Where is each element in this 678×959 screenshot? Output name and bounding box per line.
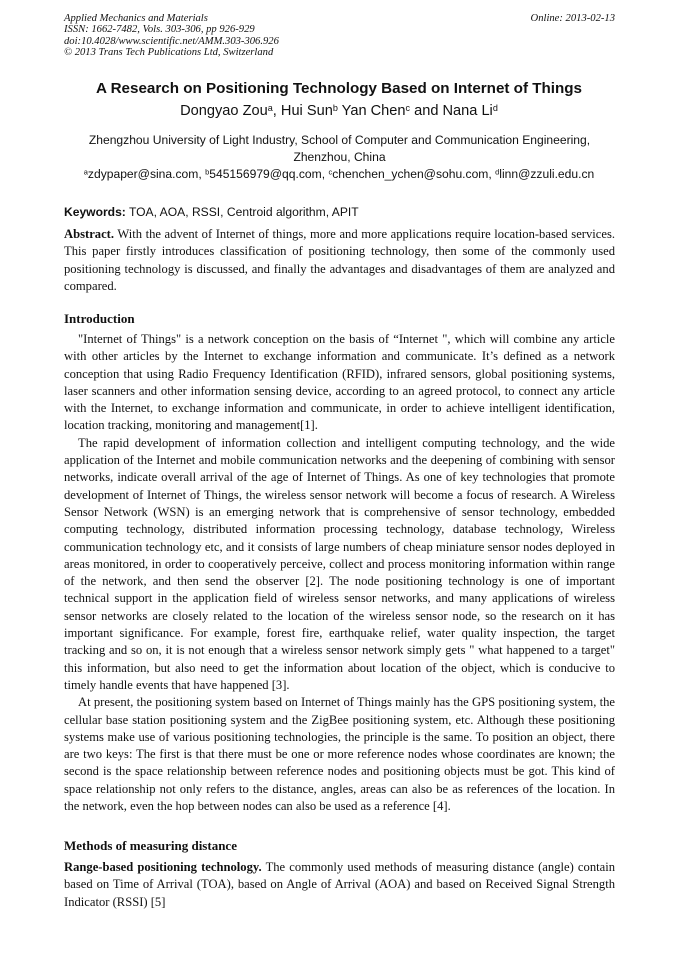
methods-heading: Methods of measuring distance: [64, 838, 237, 853]
keywords-text: TOA, AOA, RSSI, Centroid algorithm, APIT: [128, 205, 359, 219]
abstract-label: Abstract.: [64, 227, 115, 241]
introduction-heading: Introduction: [64, 311, 135, 326]
author-name: Dongyao Zou: [180, 103, 268, 119]
author-separator: and: [410, 103, 443, 119]
email-address: linn@zzuli.edu.cn: [499, 167, 595, 181]
author-superscript: a: [267, 102, 273, 113]
intro-paragraph-1: "Internet of Things" is a network conception on the basis of “Internet ", which will combine any article with other articles by the Internet to exchange information and communicate. It’s defined as a network conception that using Radio Frequency Identification (RFID), infrared sensors, global positioning systems, laser scanners and other information sensing device, according to an agreed protocol, to connect any article with the Internet, to exchange information and communicate, in order to achieve intelligent identification, location tracking, monitoring and management[1].: [64, 332, 615, 433]
methods-text: The commonly used methods of measuring distance (angle) contain based on Time of Arrival (TOA), based on Angle of Arrival (AOA) and based on Received Signal Strength Indicator (RSSI) [5]: [64, 860, 615, 909]
author-name: Nana Li: [442, 103, 493, 119]
abstract-text: With the advent of Internet of things, more and more applications require location-based services. This paper firstly introduces classification of positioning technology, then some of the commonly used positioning technology is discussed, and finally the advantages and disadvantages of them are analyzed and compared.: [64, 227, 616, 293]
abstract: [64, 226, 615, 295]
keywords-line: [64, 205, 615, 219]
paper-title: A Research on Positioning Technology Based on Internet of Things: [95, 80, 583, 97]
author-name: Hui Sun: [280, 103, 333, 119]
online-date: Online: 2013-02-13: [530, 13, 615, 24]
email-list: [0, 167, 678, 181]
affiliation: Zhengzhou University of Light Industry, School of Computer and Communication Engineering, Zhenzhou, China: [88, 133, 591, 164]
email-separator: ,: [198, 167, 206, 181]
intro-paragraph-2: The rapid development of information collection and intelligent computing technology, and the wide application of the Internet and mobile communication networks and the deepening of combining with sensor networks, indicate overall arrival of the age of Internet of Things. As one of key technologies that promote development of Internet of Things, the wireless sensor network will become a focus of research. A Wireless Sensor Network (WSN) is an emerging network that is comprehensive of sensor technology, embedded computing technology, distributed information processing technology, database technology, Wireless communication technology etc, and it consists of large numbers of cheap miniature sensor nodes deployed in areas monitored, in order to cooperatively perceive, collect and process monitoring information within range of the network, and then send the observer [2]. The node positioning technology is one of important technical support in the application field of wireless sensor networks, and many applications of wireless sensor networks are closely related to the location of the wireless sensor node, so the research on it has important significance. For example, forest fire, earthquake relief, water quality inspection, the target tracking and so on, it is not enough that a wireless sensor network simply gets " what happened to a target" this information, but also need to get the information about location of the object, which is conducive to timely handle events that have happened [3].: [64, 435, 615, 692]
methods-lead: Range-based positioning technology.: [64, 860, 262, 874]
email-superscript: b: [205, 167, 210, 177]
email-superscript: a: [83, 167, 88, 177]
issn-line: ISSN: 1662-7482, Vols. 303-306, pp 926-929: [64, 24, 255, 36]
author-superscript: d: [492, 102, 498, 113]
keywords-label: Keywords:: [64, 205, 126, 219]
email-address: zdypaper@sina.com: [87, 167, 199, 181]
journal-name: Applied Mechanics and Materials: [64, 13, 208, 24]
introduction-body: [64, 331, 615, 815]
copyright-line: © 2013 Trans Tech Publications Ltd, Switzerland: [64, 46, 274, 58]
author-separator: ,: [272, 103, 281, 119]
author-superscript: c: [405, 102, 411, 113]
author-list: [0, 103, 678, 119]
intro-paragraph-3: At present, the positioning system based on Internet of Things mainly has the GPS positioning system, the cellular base station positioning system and the ZigBee positioning system, etc. Although these positioning systems make use of various positioning technologies, the principle is the same. To position an object, there are two keys: The first is that there must be one or more reference nodes whose coordinates are known; the second is the space relationship between reference nodes and positioning objects must be got. This kind of space relationship not only refers to the distance, angles, areas can also be as references of the location. In the network, even the hop between nodes can also be used as a reference [4].: [64, 695, 615, 814]
author-superscript: b: [332, 102, 338, 113]
author-name: Yan Chen: [341, 103, 406, 119]
email-address: chenchen_ychen@sohu.com: [332, 167, 489, 181]
email-address: 545156979@qq.com: [209, 167, 322, 181]
email-superscript: d: [495, 167, 500, 177]
email-superscript: c: [328, 167, 333, 177]
doi-line: doi:10.4028/www.scientific.net/AMM.303-306.926: [64, 35, 279, 47]
email-separator: ,: [321, 167, 329, 181]
email-separator: ,: [488, 167, 496, 181]
methods-body: [64, 859, 615, 911]
journal-header: [64, 13, 615, 58]
